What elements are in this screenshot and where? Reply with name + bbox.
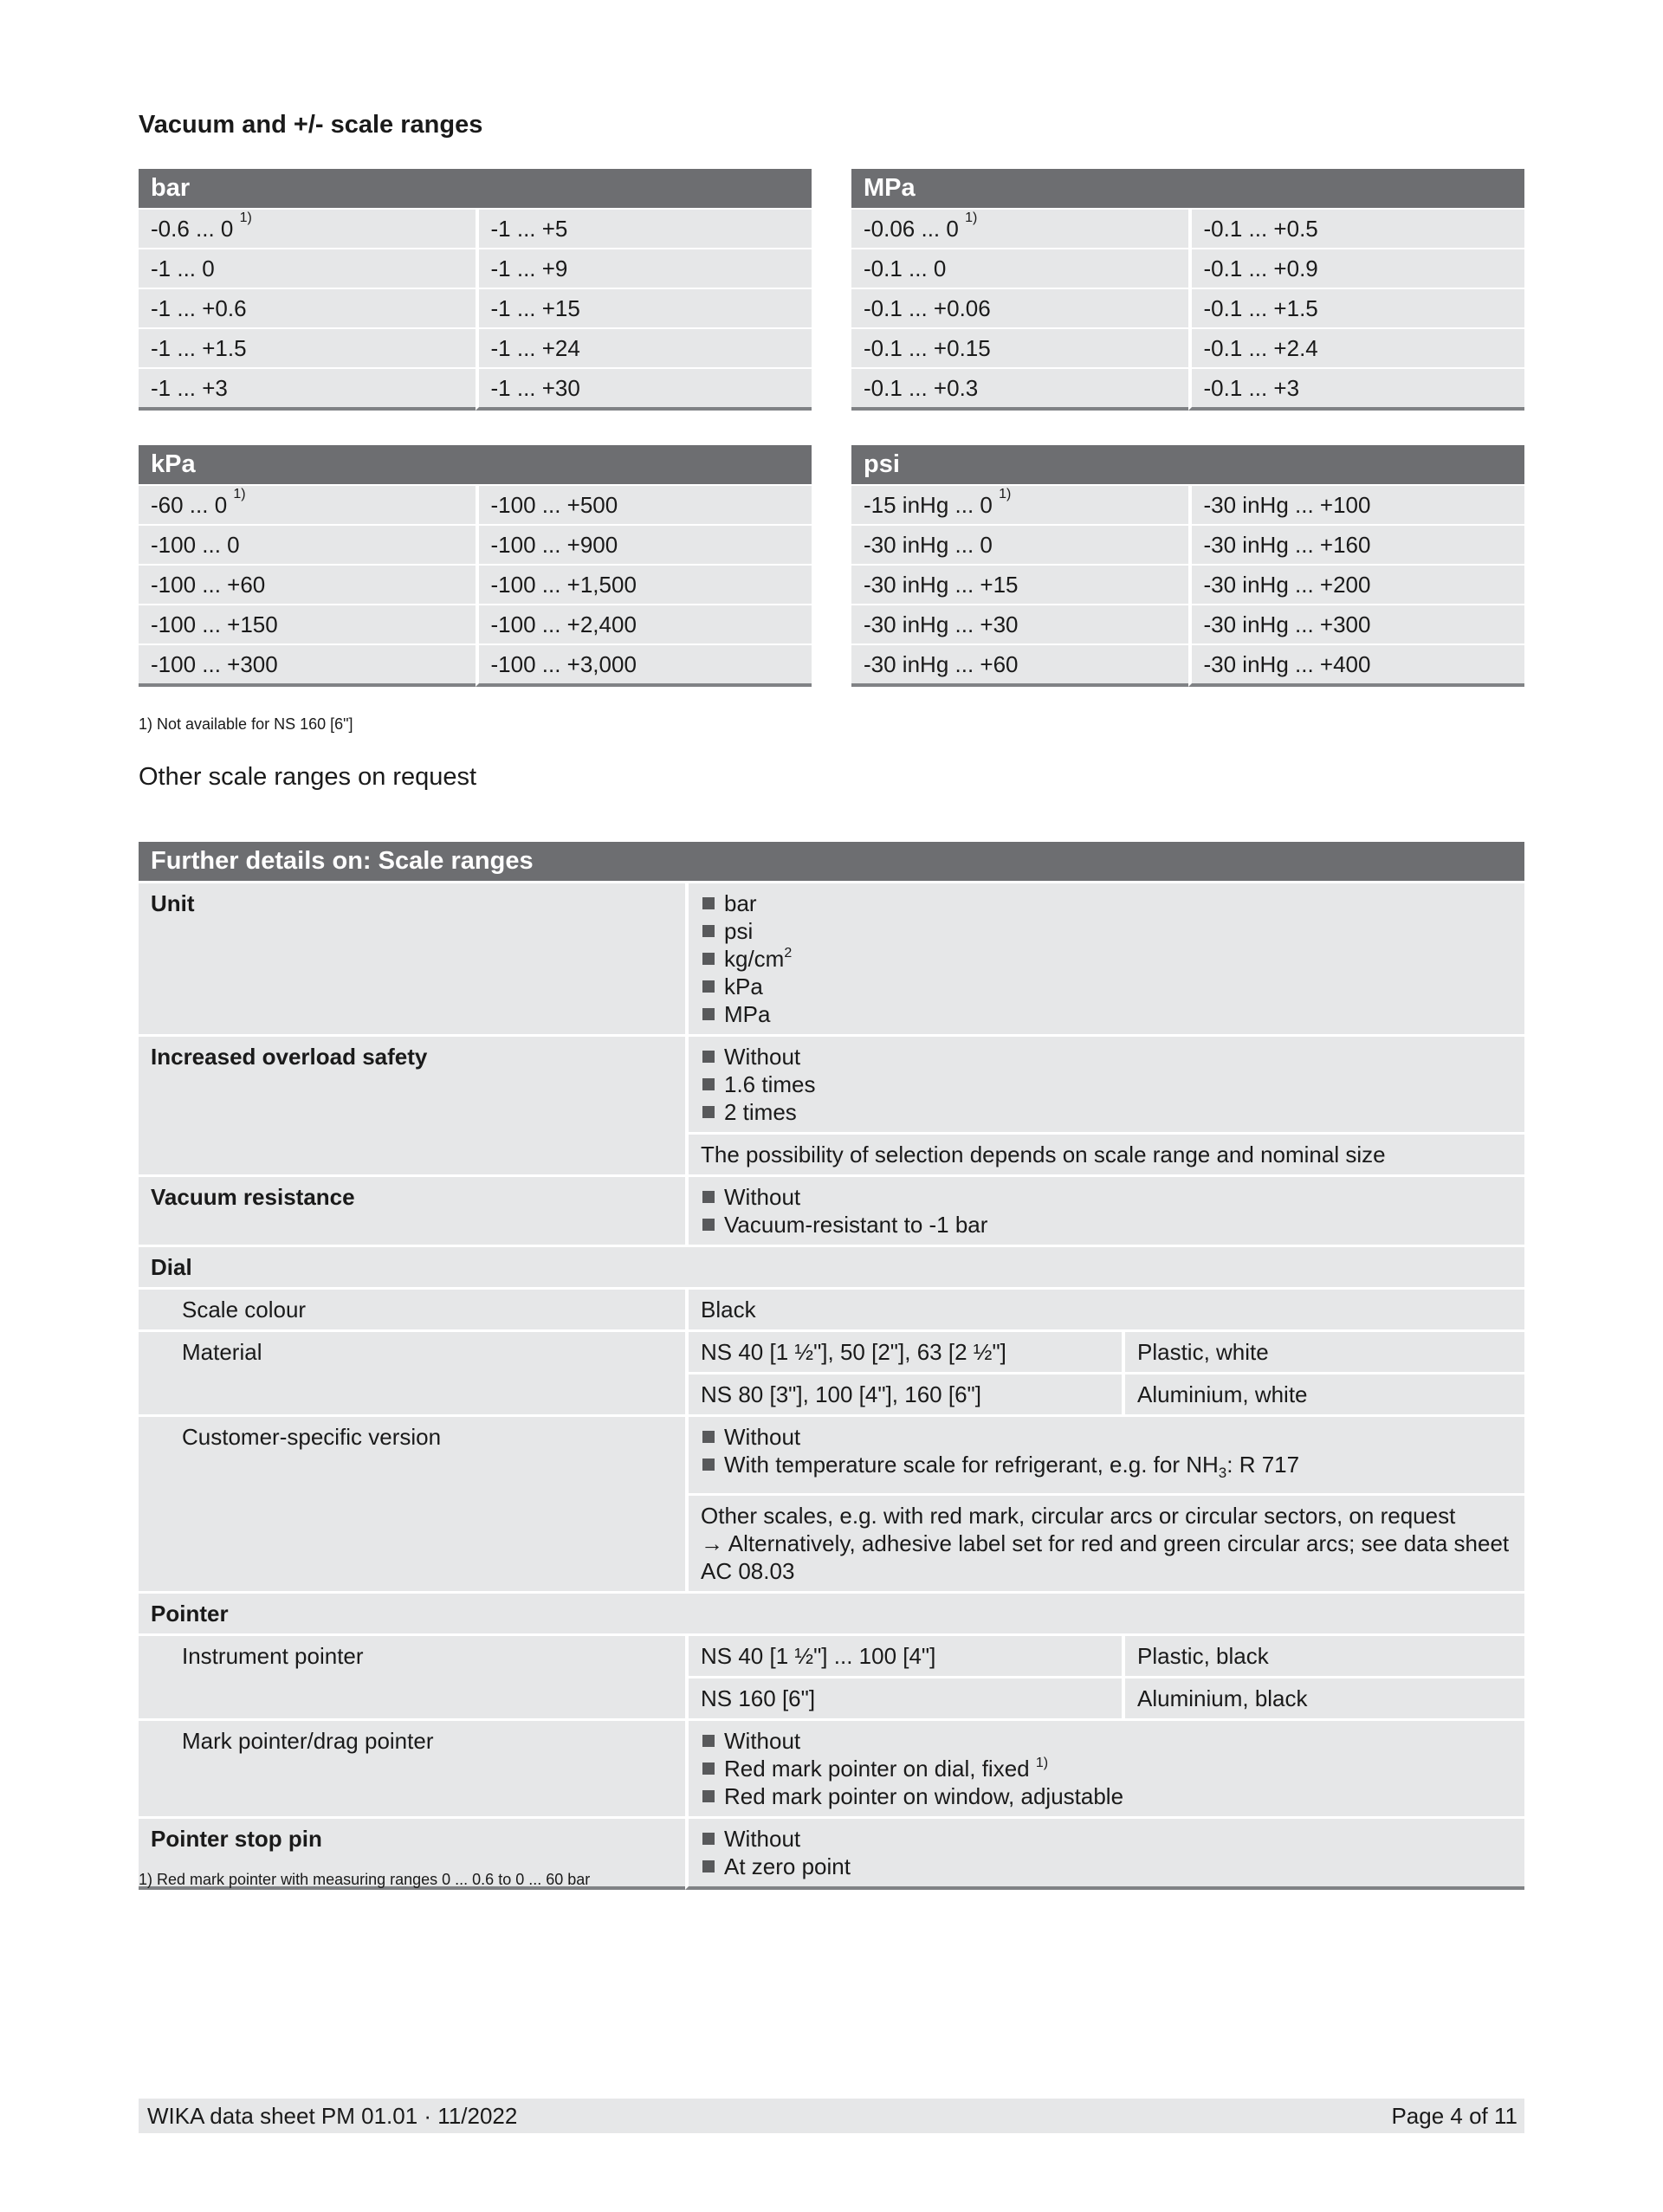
table-row: Instrument pointer NS 40 [1 ½"] ... 100 [4"] Plastic, black [139,1633,1524,1676]
footer-doc-id: WIKA data sheet PM 01.01 · 11/2022 [147,2103,518,2129]
bar-range-table [139,169,812,411]
list-item: Vacuum-resistant to -1 bar [701,1211,1512,1239]
table-row: -0.1 ... 0 -0.1 ... +0.9 [851,248,1524,288]
list-item: Without [701,1423,1512,1451]
table-row: NS 80 [3"], 100 [4"], 160 [6"] Aluminium, white [139,1372,1524,1414]
footer-page-number: Page 4 of 11 [1391,2103,1517,2129]
list-item: Without [701,1727,1512,1755]
table-row: Vacuum resistance Without Vacuum-resistant to -1 bar [139,1174,1524,1245]
table-row: Unit bar psi $kg/cm^2$ kPa MPa [139,881,1524,1034]
table-row: -0.06 ... 0 $^{1)}$ -0.1 ... +0.5 [851,208,1524,248]
table-row: -100 ... +60 -100 ... +1,500 [139,564,812,604]
list-item: $kg/cm^2$ [701,945,1512,973]
table-row: -0.1 ... +0.15 -0.1 ... +2.4 [851,327,1524,367]
other-ranges-note: Other scale ranges on request [139,763,477,791]
table-row: -60 ... 0 $^{1)}$ -100 ... +500 [139,484,812,524]
table-row: Scale colour Black [139,1287,1524,1329]
table-row: Other scales, e.g. with red mark, circular arcs or circular sectors, on request → Alternatively, adhesive label set for red and green circular arcs; see data sheet AC 08.03 [139,1493,1524,1591]
page-footer [139,2099,1524,2133]
kpa-range-table [139,445,812,687]
list-item: bar [701,889,1512,917]
table-header: MPa [851,169,1524,208]
unit-list [701,889,1512,1028]
list-item: 2 times [701,1098,1512,1126]
table-header: Further details on: Scale ranges [139,842,1524,881]
table-row: -1 ... 0 -1 ... +9 [139,248,812,288]
table-row: -1 ... +1.5 -1 ... +24 [139,327,812,367]
table-row: -0.1 ... +0.3 -0.1 ... +3 [851,367,1524,411]
table-header: psi [851,445,1524,484]
table-row: -1 ... +0.6 -1 ... +15 [139,288,812,327]
list-item: Without [701,1043,1512,1070]
stop-pin-list [701,1825,1512,1880]
footnote-ns160: 1) Not available for NS 160 [6"] [139,715,353,733]
overload-list [701,1043,1512,1126]
table-header: kPa [139,445,812,484]
list-item: Without [701,1183,1512,1211]
table-row: Dial [139,1245,1524,1287]
section-title: Vacuum and +/- scale ranges [139,111,483,139]
table-row: -100 ... +150 -100 ... +2,400 [139,604,812,644]
table-row: Pointer stop pin Without At zero point [139,1816,1524,1890]
list-item: Red mark pointer on window, adjustable [701,1782,1512,1810]
footnote-mark-pointer: 1) Red mark pointer with measuring ranges 0 ... 0.6 to 0 ... 60 bar [139,1871,591,1888]
table-row: The possibility of selection depends on scale range and nominal size [139,1132,1524,1174]
table-row: Customer-specific version Without With temperature scale for refrigerant, e.g. for $NH_3$: R 717 [139,1414,1524,1493]
list-item: Without [701,1825,1512,1853]
psi-range-table [851,445,1524,687]
mpa-range-table [851,169,1524,411]
list-item: Red mark pointer on dial, fixed $^{1)}$ [701,1755,1512,1782]
list-item: With temperature scale for refrigerant, e.g. for $NH_3$: R 717 [701,1451,1512,1487]
table-row: Pointer [139,1591,1524,1633]
table-row: -30 inHg ... 0 -30 inHg ... +160 [851,524,1524,564]
table-row: NS 160 [6"] Aluminium, black [139,1676,1524,1718]
vacuum-list [701,1183,1512,1239]
table-row: -15 inHg ... 0 $^{1)}$ -30 inHg ... +100 [851,484,1524,524]
table-row: -30 inHg ... +60 -30 inHg ... +400 [851,644,1524,687]
list-item: kPa [701,973,1512,1000]
table-row: Mark pointer/drag pointer Without Red mark pointer on dial, fixed $^{1)}$ Red mark pointer on window, adjustable [139,1718,1524,1816]
list-item: 1.6 times [701,1070,1512,1098]
list-item: At zero point [701,1853,1512,1880]
details-table [139,842,1524,1890]
custom-list [701,1423,1512,1487]
mark-pointer-list [701,1727,1512,1810]
table-row: -100 ... +300 -100 ... +3,000 [139,644,812,687]
list-item: MPa [701,1000,1512,1028]
list-item: psi [701,917,1512,945]
table-row: Increased overload safety Without 1.6 times 2 times [139,1034,1524,1132]
table-header: bar [139,169,812,208]
table-row: -0.1 ... +0.06 -0.1 ... +1.5 [851,288,1524,327]
table-row: -30 inHg ... +30 -30 inHg ... +300 [851,604,1524,644]
table-row: -0.6 ... 0 $^{1)}$ -1 ... +5 [139,208,812,248]
table-row: -1 ... +3 -1 ... +30 [139,367,812,411]
table-row: -100 ... 0 -100 ... +900 [139,524,812,564]
table-row: -30 inHg ... +15 -30 inHg ... +200 [851,564,1524,604]
table-row: Material NS 40 [1 ½"], 50 [2"], 63 [2 ½"] Plastic, white [139,1329,1524,1372]
